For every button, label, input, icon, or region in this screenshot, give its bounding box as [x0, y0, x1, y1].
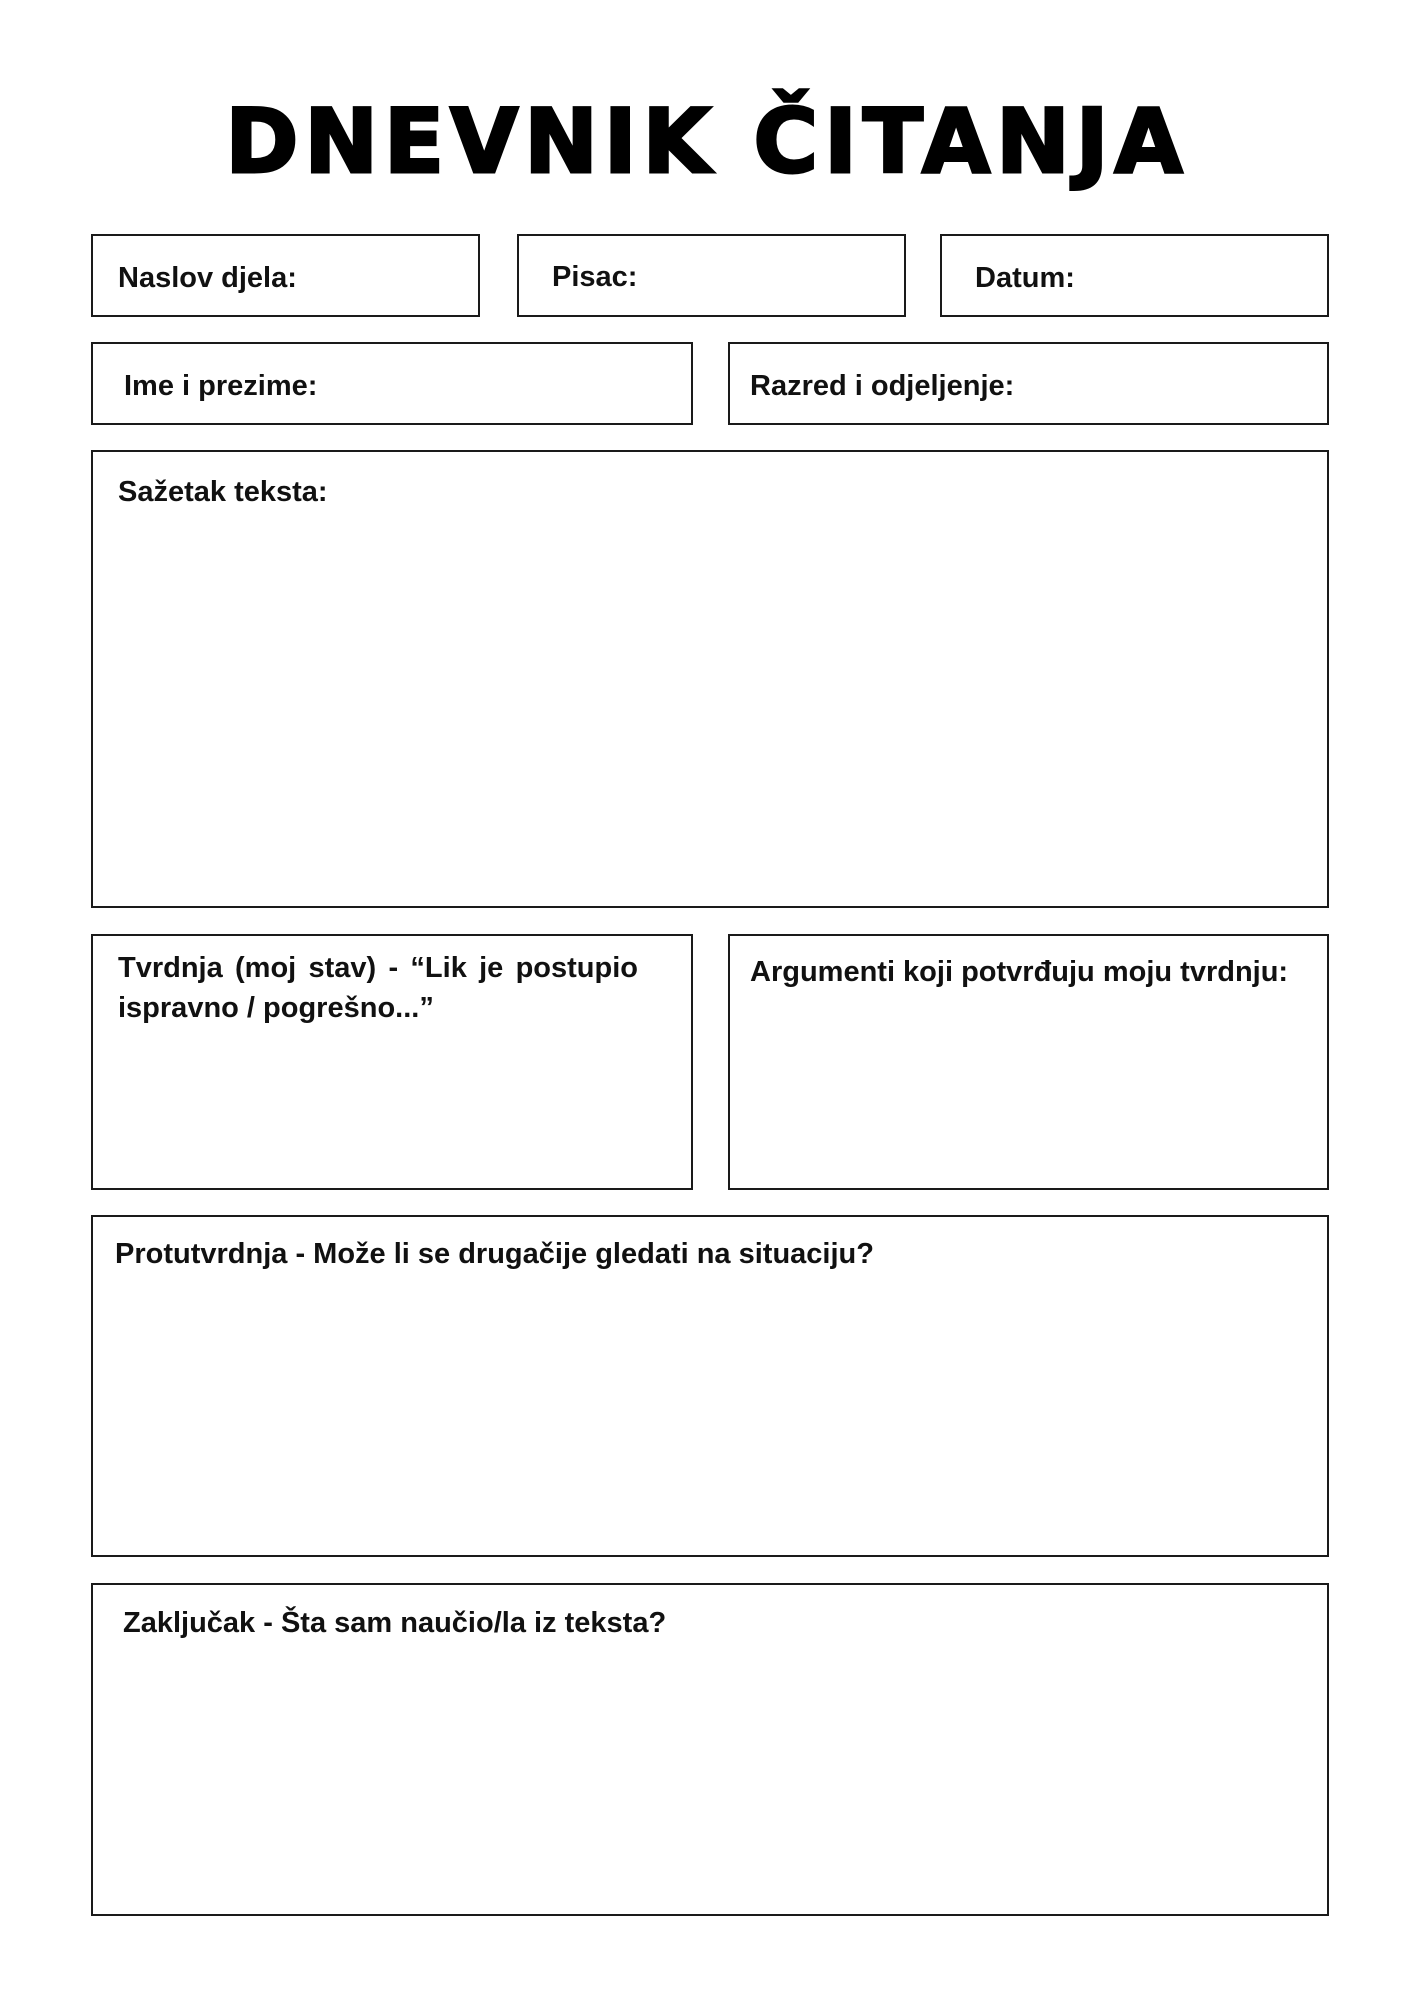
conclusion-field[interactable] [91, 1583, 1329, 1916]
summary-label: Sažetak teksta: [118, 476, 328, 508]
author-field[interactable] [517, 234, 906, 317]
class-field[interactable] [728, 342, 1329, 425]
date-field[interactable] [940, 234, 1329, 317]
arguments-field[interactable] [728, 934, 1329, 1190]
claim-label: Tvrdnja (moj stav) - “Lik je postupio ispravno / pogrešno...” [118, 952, 638, 1024]
page-title: DNEVNIK ČITANJA [225, 90, 1189, 193]
class-label: Razred i odjeljenje: [750, 370, 1015, 402]
arguments-label: Argumenti koji potvrđuju moju tvrdnju: [750, 956, 1289, 988]
date-label: Datum: [975, 262, 1075, 294]
name-field[interactable] [91, 342, 693, 425]
name-label: Ime i prezime: [124, 370, 318, 402]
summary-field[interactable] [91, 450, 1329, 908]
author-label: Pisac: [552, 261, 638, 293]
conclusion-label: Zaključak - Šta sam naučio/la iz teksta? [123, 1607, 667, 1639]
title-of-work-field[interactable] [91, 234, 480, 317]
claim-field[interactable] [91, 934, 693, 1190]
counterclaim-field[interactable] [91, 1215, 1329, 1557]
counterclaim-label: Protutvrdnja - Može li se drugačije gledati na situaciju? [115, 1238, 874, 1270]
title-of-work-label: Naslov djela: [118, 262, 297, 294]
